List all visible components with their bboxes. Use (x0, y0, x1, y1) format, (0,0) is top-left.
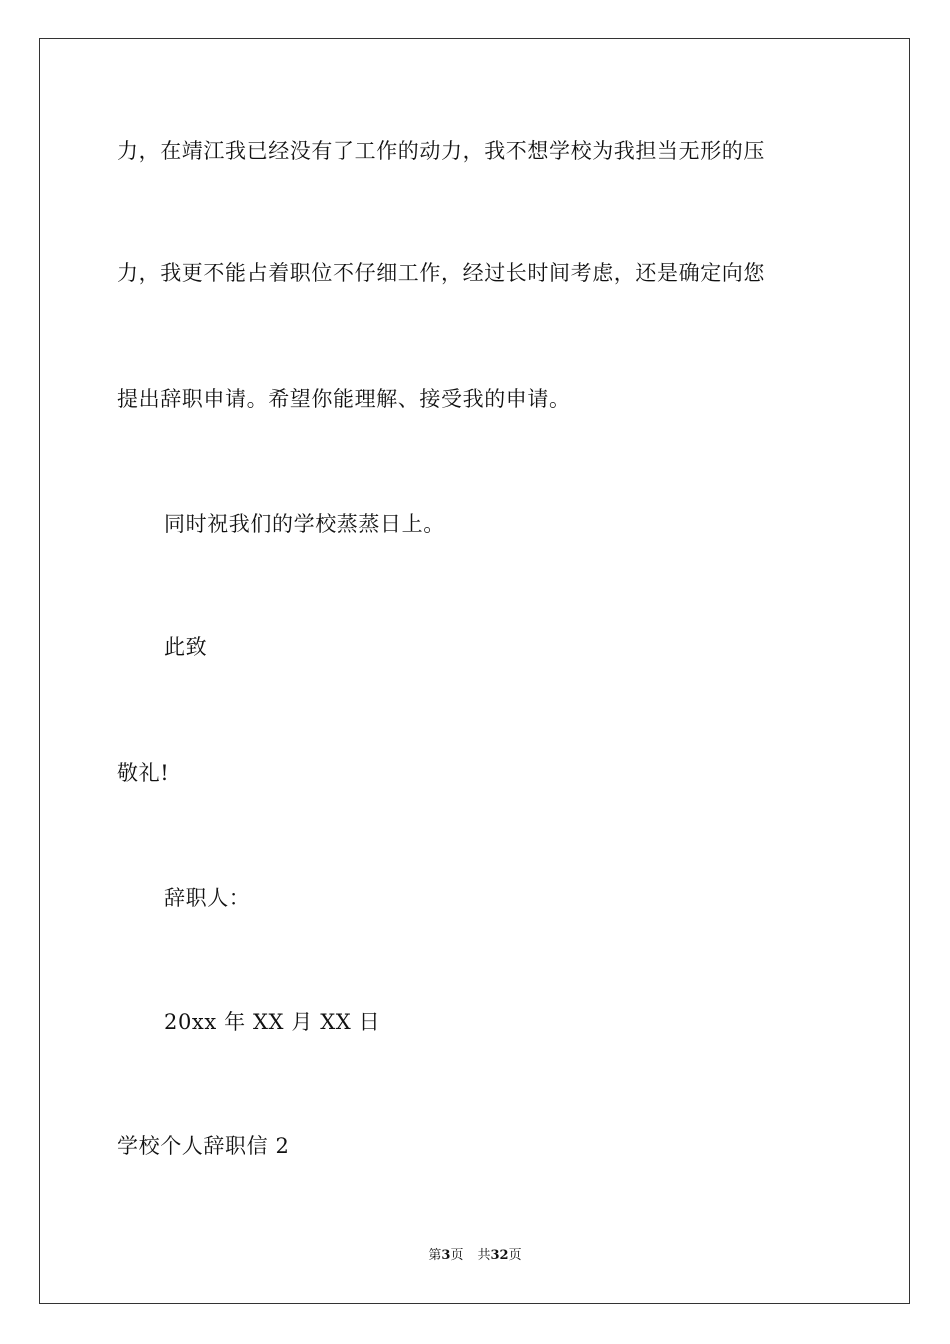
total-pages: 32 (490, 1248, 509, 1263)
salutation-line: 此致 (164, 635, 208, 659)
date-line: 20xx 年 XX 月 XX 日 (164, 1010, 381, 1034)
total-suffix: 页 (508, 1248, 522, 1263)
body-text-line: 提出辞职申请。希望你能理解、接受我的申请。 (117, 387, 571, 411)
page-prefix: 第 (428, 1248, 442, 1263)
salutation-regards: 敬礼! (117, 761, 170, 785)
page-footer (0, 1247, 950, 1265)
section-heading: 学校个人辞职信 2 (117, 1134, 290, 1158)
body-text-line: 力，我更不能占着职位不仔细工作，经过长时间考虑，还是确定向您 (117, 261, 765, 285)
signature-label: 辞职人： (164, 886, 251, 910)
closing-wish: 同时祝我们的学校蒸蒸日上。 (164, 512, 445, 536)
total-prefix: 共 (477, 1248, 491, 1263)
page-border (39, 38, 910, 1304)
body-text-line: 力，在靖江我已经没有了工作的动力，我不想学校为我担当无形的压 (117, 139, 765, 163)
page-number: 3 (441, 1248, 451, 1263)
page-suffix: 页 (450, 1248, 464, 1263)
